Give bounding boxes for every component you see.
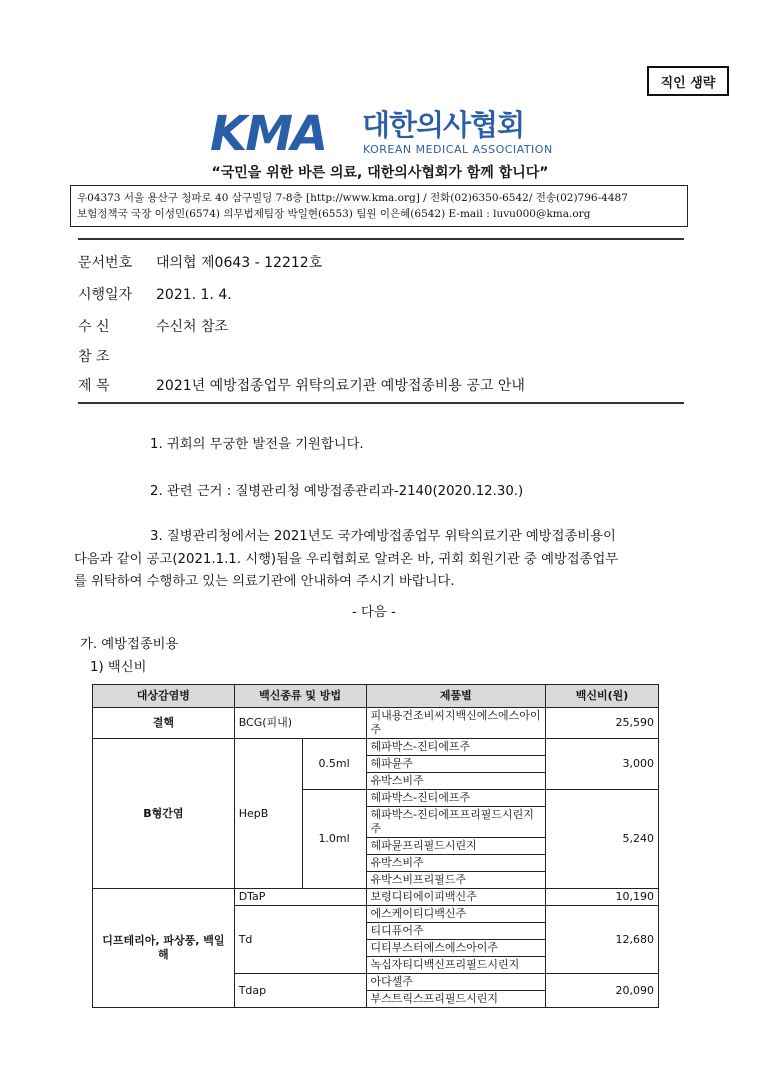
vaccine-cell: HepB [234, 739, 302, 889]
subsection-heading: 1) 백신비 [90, 660, 147, 675]
table-row [93, 708, 659, 739]
meta-date [78, 284, 232, 304]
address-line: 우04373 서울 용산구 청파로 40 삼구빌딩 7-8층 [http://www.kma.org] / 전화(02)6350-6542/ 전송(02)796-4487 [77, 192, 628, 204]
paragraph-3-line-1: 3. 질병관리청에서는 2021년도 국가예방접종업무 위탁의료기관 예방접종비용이 [150, 529, 616, 544]
meta-label: 시행일자 [78, 287, 133, 303]
product-cell: 티디퓨어주 [366, 923, 546, 940]
vaccine-cell: BCG(피내) [234, 708, 366, 739]
product-cell: 헤파박스-진티에프프리필드시린지주 [366, 807, 546, 838]
contact-line: 보험정책국 국장 이성민(6574) 의무법제팀장 박일현(6553) 팀원 이은혜(6542) E-mail : luvu000@kma.org [77, 208, 591, 220]
header-cell: 백신비(원) [546, 685, 659, 708]
header-cell: 백신종류 및 방법 [234, 685, 366, 708]
meta-label: 수 신 [78, 319, 110, 335]
vaccine-cell: DTaP [234, 889, 366, 906]
vaccine-cell: Tdap [234, 974, 366, 1008]
meta-label: 제 목 [78, 378, 110, 394]
paragraph-3-line-2: 다음과 같이 공고(2021.1.1. 시행)됨을 우리협회로 알려온 바, 귀회 회원기관 중 예방접종업무 [74, 552, 619, 567]
paragraph-1: 1. 귀회의 무궁한 발전을 기원합니다. [150, 437, 364, 452]
meta-value: 대의협 제0643 - 12212호 [156, 255, 323, 271]
bottom-rule [78, 402, 684, 404]
vaccine-cost-table [92, 684, 659, 1008]
table-row [93, 889, 659, 906]
header-cell: 대상감염병 [93, 685, 235, 708]
table-header-row [93, 685, 659, 708]
meta-recipient [78, 316, 228, 336]
disease-cell: 디프테리아, 파상풍, 백일해 [93, 889, 235, 1008]
price-cell: 12,680 [546, 906, 659, 974]
product-cell: 디티부스터에스에스아이주 [366, 940, 546, 957]
meta-label: 문서번호 [78, 255, 133, 271]
stamp-omitted: 직인 생략 [647, 66, 729, 96]
meta-value: 수신처 참조 [156, 319, 229, 335]
logo-korean-name: 대한의사협회 [362, 108, 525, 142]
product-cell: 녹십자티디백신프리필드시린지 [366, 957, 546, 974]
product-cell: 헤파박스-진티에프주 [366, 790, 546, 807]
product-cell: 아다셀주 [366, 974, 546, 991]
product-cell: 헤파뮨프리필드시린지 [366, 838, 546, 855]
product-cell: 헤파뮨주 [366, 756, 546, 773]
meta-label: 참 조 [78, 349, 110, 365]
header-cell: 제품별 [366, 685, 546, 708]
product-cell: 에스케이티디백신주 [366, 906, 546, 923]
table-row [93, 739, 659, 756]
disease-cell: 결핵 [93, 708, 235, 739]
logo-mark: KMA [210, 106, 327, 162]
product-cell: 유박스비주 [366, 773, 546, 790]
product-cell: 유박스비주 [366, 855, 546, 872]
disease-cell: B형간염 [93, 739, 235, 889]
slogan: “국민을 위한 바른 의료, 대한의사협회가 함께 합니다” [211, 165, 549, 181]
kma-logo [210, 106, 560, 162]
meta-doc-number [78, 252, 322, 272]
section-heading: 가. 예방접종비용 [80, 637, 179, 652]
dose-cell: 1.0ml [302, 790, 366, 889]
product-cell: 유박스비프리필드주 [366, 872, 546, 889]
price-cell: 10,190 [546, 889, 659, 906]
product-cell: 피내용건조비씨지백신에스에스아이주 [366, 708, 546, 739]
price-cell: 20,090 [546, 974, 659, 1008]
price-cell: 25,590 [546, 708, 659, 739]
vaccine-cell: Td [234, 906, 366, 974]
paragraph-3-line-3: 를 위탁하여 수행하고 있는 의료기관에 안내하여 주시기 바랍니다. [74, 574, 455, 589]
logo-english-name: KOREAN MEDICAL ASSOCIATION [363, 143, 553, 156]
meta-subject [78, 375, 525, 395]
meta-reference [78, 346, 156, 366]
meta-value: 2021년 예방접종업무 위탁의료기관 예방접종비용 공고 안내 [156, 378, 525, 394]
address-box [70, 185, 688, 227]
meta-value: 2021. 1. 4. [156, 287, 232, 303]
price-cell: 3,000 [546, 739, 659, 790]
product-cell: 보령디티에이피백신주 [366, 889, 546, 906]
product-cell: 부스트릭스프리필드시린지 [366, 991, 546, 1008]
price-cell: 5,240 [546, 790, 659, 889]
paragraph-2: 2. 관련 근거 : 질병관리청 예방접종관리과-2140(2020.12.30.) [150, 484, 524, 499]
top-rule [78, 238, 684, 240]
dose-cell: 0.5ml [302, 739, 366, 790]
product-cell: 헤파박스-진티에프주 [366, 739, 546, 756]
notice-heading: - 다음 - [352, 605, 396, 620]
